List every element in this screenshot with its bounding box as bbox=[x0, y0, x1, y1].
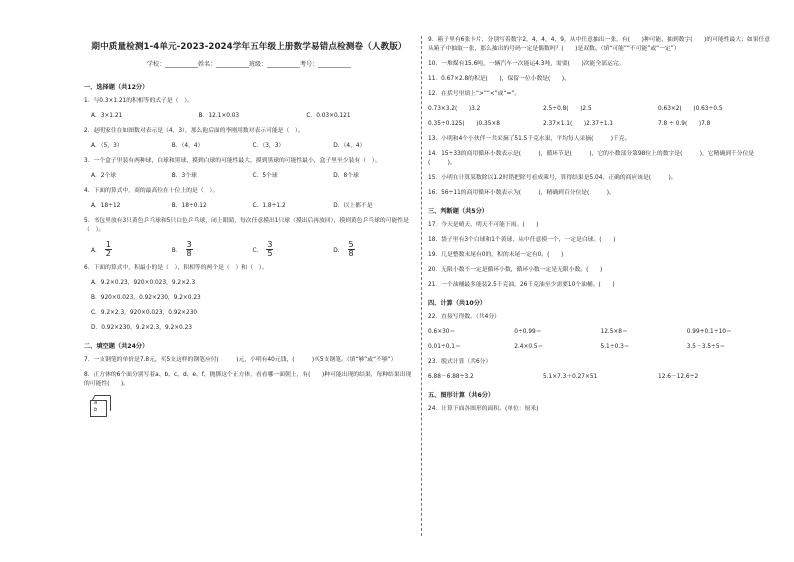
calc-item: 5.1÷0.3＝ bbox=[600, 344, 630, 350]
numerator: 3 bbox=[186, 240, 192, 249]
question-11: 11．0.67×2.8的积是( )，保留一位小数是( )。 bbox=[428, 76, 570, 82]
question-6-option-c: C．9.2×2.3，920×0.023，0.92×230 bbox=[91, 310, 198, 316]
option: B．3个球 bbox=[171, 173, 197, 179]
compare-item: 0.63×2( )0.63÷0.5 bbox=[658, 106, 723, 112]
question-2: 2．赵明家住在如图数对表示是（4，3），那么他后面的李刚用数对表示可能是（ ）。 bbox=[84, 128, 304, 134]
compare-item: 2.37×1.1( )2.37÷1.1 bbox=[543, 121, 614, 127]
option bbox=[333, 241, 414, 258]
cube-front-face bbox=[90, 400, 107, 417]
question-2-options bbox=[84, 142, 414, 151]
question-22-row-2 bbox=[428, 343, 773, 352]
calc-item: 5.1×7.3＋0.27×51 bbox=[543, 374, 598, 380]
student-info-line: 学校：___________姓名：___________班级：___________考号：___________ bbox=[146, 61, 351, 68]
denominator: 8 bbox=[186, 249, 192, 258]
option: D．以上都不是 bbox=[333, 203, 373, 209]
option-label: D． bbox=[333, 248, 344, 254]
question-22-row-1 bbox=[428, 328, 773, 337]
section-heading-judge: 三、判断题（共5分） bbox=[428, 208, 488, 215]
calc-item: 0.6×30＝ bbox=[428, 329, 456, 335]
calc-item: 6.88－6.88÷3.2 bbox=[428, 374, 474, 380]
option-label: C． bbox=[252, 248, 263, 254]
question-19: 19．几是整数末尾有0的，积的末尾一定有0。( ) bbox=[428, 252, 564, 258]
question-12-row-1 bbox=[428, 105, 773, 114]
question-23: 23．脱式计算（共6分） bbox=[428, 359, 492, 365]
option: A．3×1.21 bbox=[91, 113, 123, 119]
denominator: 2 bbox=[105, 249, 111, 258]
question-16: 16．56÷11的商用循环小数表示为( )，精确到百分位是( )。 bbox=[428, 190, 615, 196]
option: C．0.03×0.121 bbox=[306, 113, 351, 119]
question-12-row-2 bbox=[428, 120, 773, 129]
question-5: 5．书包里放有3只黄色乒乓球和5只白色乒乓球，闭上眼睛，每次任意摸出1只球（摸出后再放回），摸到黄色乒乓球的可能性是（ ）。 bbox=[84, 218, 409, 233]
question-6-option-d: D．0.92×230，9.2×2.3，9.2×0.23 bbox=[91, 325, 192, 331]
option bbox=[172, 241, 253, 258]
calc-item: 0.99+0.1÷10＝ bbox=[686, 329, 732, 335]
option: B．18÷0.12 bbox=[171, 203, 207, 209]
question-10: 10．一堆煤有15.6吨，一辆汽车一次能运4.3吨，需要( )次能全部运完。 bbox=[428, 61, 625, 67]
column-divider bbox=[421, 36, 422, 536]
option: D．8个球 bbox=[333, 173, 359, 179]
question-6-option-a: A．9.2×0.23，920×0.023，9.2×2.3 bbox=[91, 280, 196, 286]
option bbox=[253, 241, 334, 258]
calc-item: 0.01÷0.1＝ bbox=[428, 344, 461, 350]
question-18: 18．袋子里有3个白球和1个黄球，从中任意摸一个，一定是白球。( ) bbox=[428, 237, 616, 243]
question-6: 6．下面的算式中，积最小的是（ ），积相等的两个是（ ）和（ ）。 bbox=[84, 265, 268, 271]
question-7: 7．一支钢笔的单价是7.8元，买5支这样的钢笔应付( )元，小明有40元钱，( )买5支钢笔。（填“够”或“不够”） bbox=[84, 357, 397, 363]
question-4-options bbox=[84, 202, 414, 211]
question-23-row bbox=[428, 373, 773, 382]
question-5-options bbox=[84, 241, 414, 258]
option: C．5个球 bbox=[252, 173, 278, 179]
calc-item: 12.6－12.6÷2 bbox=[658, 374, 699, 380]
fraction bbox=[186, 241, 193, 258]
question-15: 15．小明在计算某数除以1.2时错把除号看成乘号，算得结果是5.04，正确的商应该是( )。 bbox=[428, 175, 677, 181]
option: A．2个球 bbox=[91, 173, 117, 179]
option: C．1.8÷1.2 bbox=[252, 203, 286, 209]
compare-item: 7.8 ÷ 0.9( )7.8 bbox=[658, 121, 711, 127]
section-heading-choice: 一、选择题（共12分） bbox=[84, 84, 149, 91]
question-17: 17．今天是晴天，明天不可能下雨。( ) bbox=[428, 222, 539, 228]
compare-item: 0.35÷0.125( )0.35×8 bbox=[428, 121, 500, 127]
question-6-option-b: B．920×0.023，0.92×230，9.2×0.23 bbox=[91, 295, 201, 301]
question-21: 21．一个油桶最多能装2.5千克油，26千克油至少需要10个油桶。( ) bbox=[428, 282, 615, 288]
section-heading-calc: 四、计算（共10分） bbox=[428, 300, 487, 307]
option-label: B． bbox=[171, 248, 182, 254]
question-1-options bbox=[84, 112, 414, 121]
option bbox=[91, 241, 172, 258]
question-12: 12．在括号里填上“>”“<”或“=”。 bbox=[428, 91, 521, 97]
left-column bbox=[84, 36, 414, 417]
option: A．（5，3） bbox=[91, 143, 123, 149]
question-4: 4．下面的算式中，商的最高位在十位上的是（ ）。 bbox=[84, 188, 219, 194]
section-heading-fill: 二、填空题（共24分） bbox=[84, 343, 149, 350]
question-14: 14．15÷33的商用循环小数表示是( )，循环节是( )，它的小数部分第98位上的数字是( )，它精确到千分位是( )。 bbox=[428, 151, 755, 166]
question-13: 13．小明和4个小伙伴一共采摘了51.5千克水果，平均每人采摘( )千克。 bbox=[428, 136, 631, 142]
calc-item: 12.5×8＝ bbox=[600, 329, 628, 335]
option: B．12.1×0.03 bbox=[198, 113, 240, 119]
fraction bbox=[105, 241, 112, 258]
fraction bbox=[266, 241, 273, 258]
page-title: 期中质量检测1-4单元-2023-2024学年五年级上册数学易错点检测卷（人教版） bbox=[91, 42, 407, 52]
denominator: 5 bbox=[267, 249, 273, 258]
calc-item: 2.4×0.5＝ bbox=[514, 344, 544, 350]
numerator: 3 bbox=[267, 240, 273, 249]
numerator: 1 bbox=[105, 240, 111, 249]
calc-item: 0÷0.99＝ bbox=[514, 329, 542, 335]
option: A．18÷12 bbox=[91, 203, 121, 209]
question-3: 3．一个盒子里装有两种球，白球和黑球，摸到白球的可能性最大，摸到黑球的可能性最小，盒子里至少装有（ ）。 bbox=[84, 158, 381, 164]
denominator: 8 bbox=[348, 249, 354, 258]
question-9: 9．箱子里有6张卡片，分别写着数字2，4，4，4，9，从中任意抽出一张，有( )种可能，抽到数字( )的可能性最大；如果任意从箱子中抽取一张，那么抽出的号码一定是偶数吗？( )是双数。（填“可能”“不可能”或“一定”） bbox=[428, 37, 771, 52]
question-20: 20．无限小数不一定是循环小数，循环小数一定是无限小数。( ) bbox=[428, 267, 603, 273]
question-24: 24．计算下面各图形的面积。(单位：厘米) bbox=[428, 406, 539, 412]
compare-item: 2.5÷0.8( )2.5 bbox=[543, 106, 592, 112]
option: D．（4，4） bbox=[333, 143, 366, 149]
cube-side-face bbox=[106, 396, 111, 414]
question-8: 8．正方体的6个面分别写着a、b、c、d、e、f，抛掷这个正方体，看看哪一面朝上，有( )种可能出现的结果，每种结果出现的可能性( )。 bbox=[84, 372, 412, 387]
option: B．（4，4） bbox=[171, 143, 204, 149]
calc-item: 3.5－3.5÷5＝ bbox=[686, 344, 726, 350]
question-1: 1．与0.3×1.21的积相等的式子是（ ）。 bbox=[84, 98, 193, 104]
cube-label-a: a bbox=[94, 400, 98, 406]
option: C．（3，3） bbox=[252, 143, 285, 149]
option-label: A． bbox=[91, 248, 101, 254]
numerator: 5 bbox=[348, 240, 354, 249]
section-heading-geometry: 五、图形计算（共6分） bbox=[428, 392, 495, 399]
right-column bbox=[428, 36, 773, 420]
fraction bbox=[348, 241, 355, 258]
compare-item: 0.73×3.2( )3.2 bbox=[428, 106, 481, 112]
cube-figure bbox=[90, 395, 112, 417]
cube-label-b: b bbox=[94, 407, 98, 413]
question-22: 22．直接写得数。（共4分） bbox=[428, 314, 500, 320]
question-3-options bbox=[84, 172, 414, 181]
